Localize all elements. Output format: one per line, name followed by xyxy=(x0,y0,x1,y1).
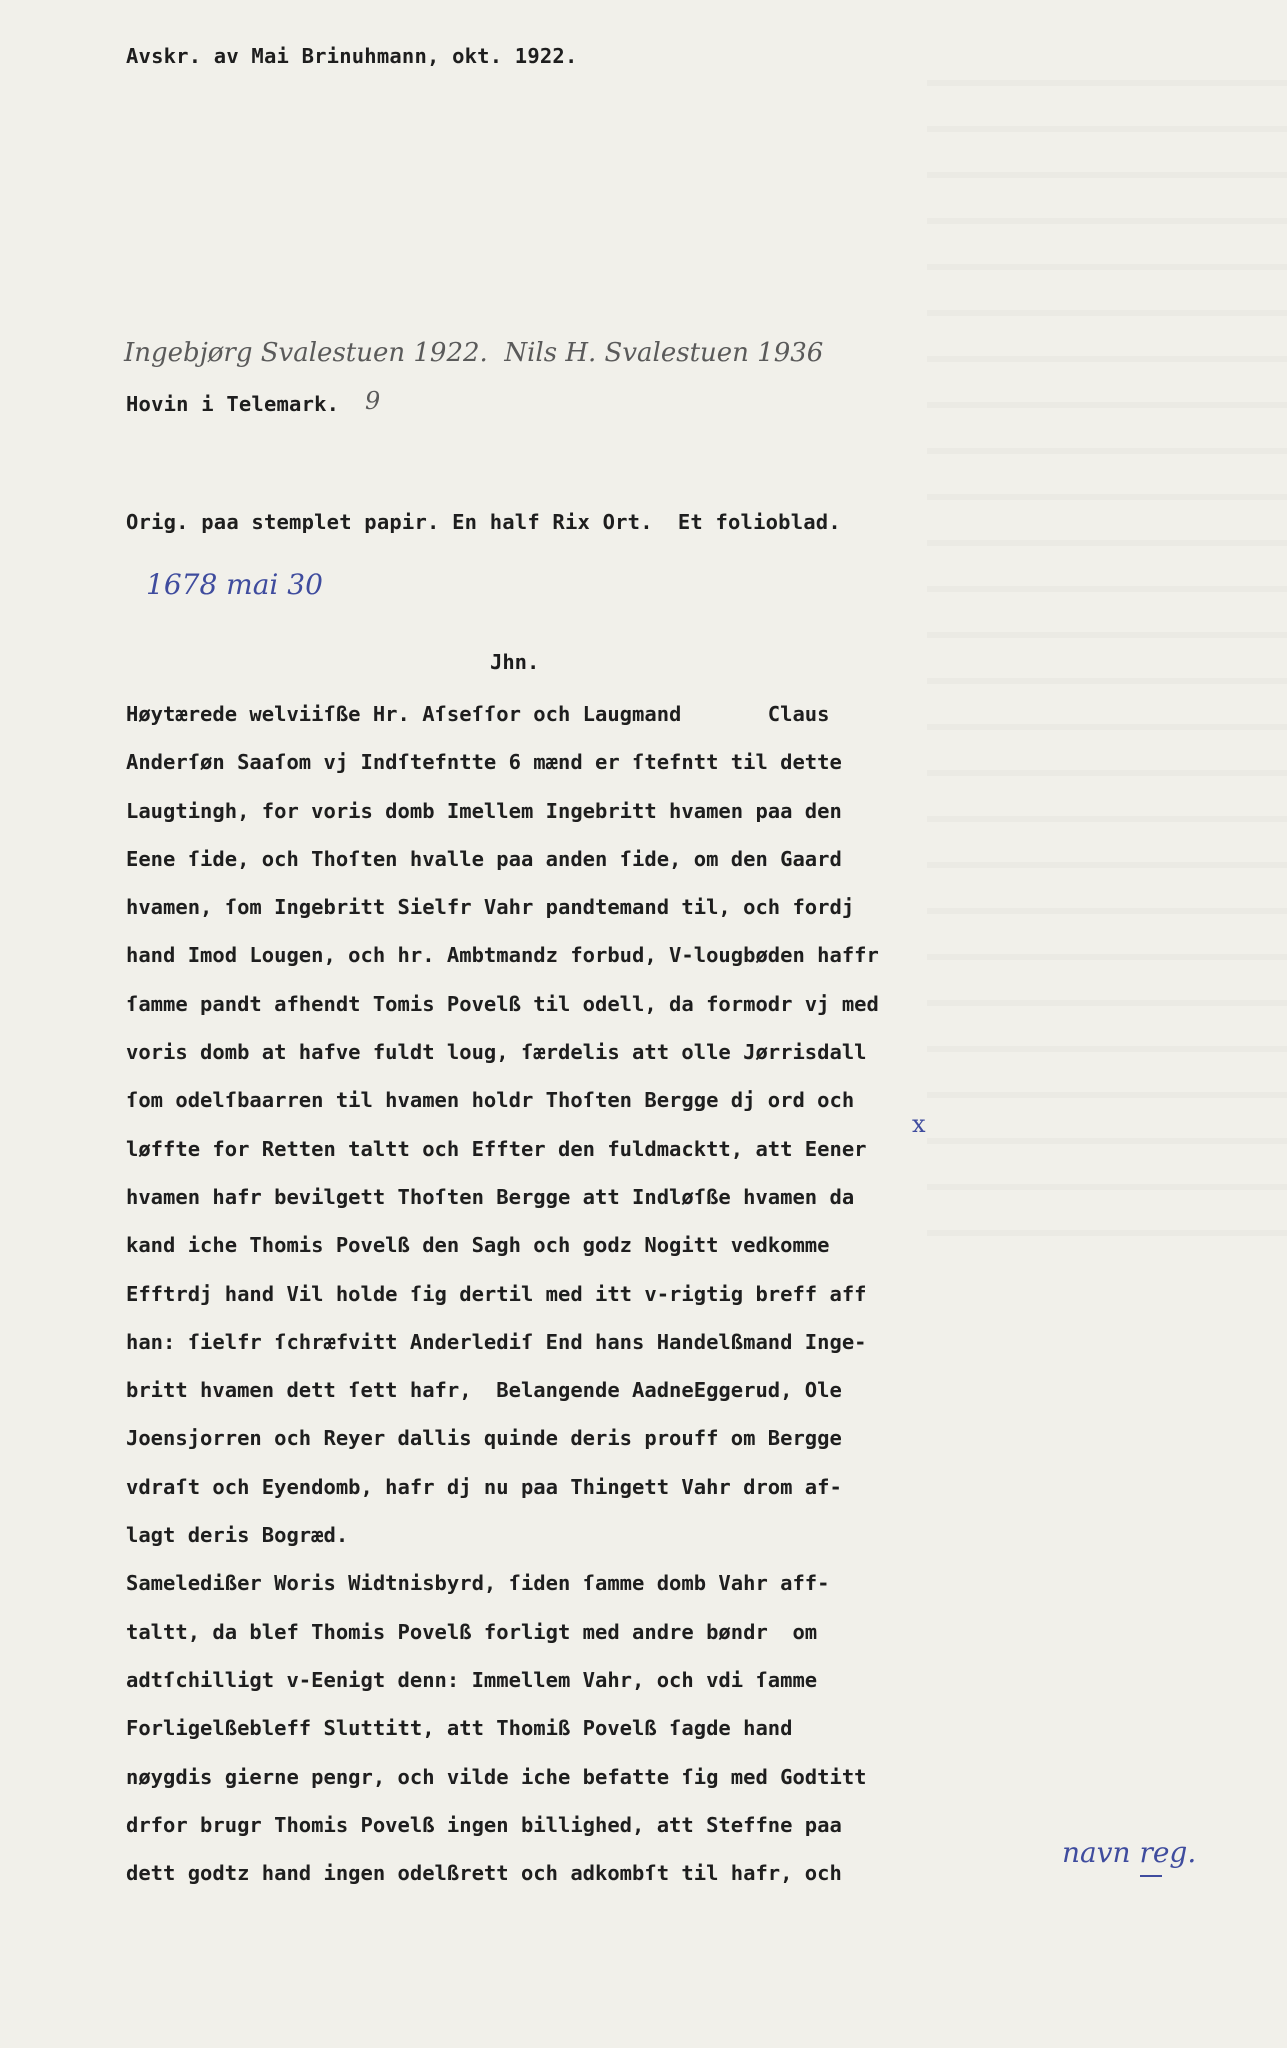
body-line: adtſchilligt v-Eenigt denn: Immellem Vahr, och vdi ſamme xyxy=(126,1667,818,1692)
document-heading: Jhn. xyxy=(490,650,540,674)
pencil-annotation-number: 9 xyxy=(365,387,381,415)
body-line: Laugtingh, for voris domb Imellem Ingebritt hvamen paa den xyxy=(126,798,842,823)
body-line: Forligelßebleff Sluttitt, att Thomiß Povelß ſagde hand xyxy=(126,1716,793,1741)
body-line: løffte for Retten taltt och Effter den fuldmacktt, att Eener xyxy=(126,1136,867,1161)
transcript-note: Avskr. av Mai Brinuhmann, okt. 1922. xyxy=(126,44,578,68)
blue-annotation-footer: navn reg. xyxy=(1062,1836,1197,1869)
body-line: voris domb at hafve fuldt loug, ſærdelis att olle Jørrisdall xyxy=(126,1040,867,1065)
body-line: britt hvamen dett ſett hafr, Belangende AadneEggerud, Ole xyxy=(126,1378,842,1403)
body-line: Høytærede welviiſße Hr. Aſseſſor och Laugmand Claus xyxy=(126,702,830,726)
blue-cross-mark: x xyxy=(912,1110,926,1138)
blue-annotation-date: 1678 mai 30 xyxy=(146,568,323,601)
transcript-body xyxy=(126,700,879,1907)
body-line: vdraſt och Eyendomb, hafr dj nu paa Thingett Vahr drom af- xyxy=(126,1474,842,1499)
body-line: drfor brugr Thomis Povelß ingen billighed, att Steffne paa xyxy=(126,1812,842,1837)
body-line: Joensjorren och Reyer dallis quinde deris prouff om Bergge xyxy=(126,1426,842,1451)
body-line: hand Imod Lougen, och hr. Ambtmandz forbud, V-lougbøden haffr xyxy=(126,943,879,968)
location-line xyxy=(126,392,339,416)
pencil-annotation-names: Ingebjørg Svalestuen 1922. Nils H. Svalestuen 1936 xyxy=(124,338,824,368)
body-line: han: ſielfr ſchræfvitt Anderlediſ End hans Handelßmand Inge- xyxy=(126,1329,867,1354)
body-line: lagt deris Bogræd. xyxy=(126,1523,349,1548)
body-line: ſamme pandt afhendt Tomis Povelß til odell, da formodr vj med xyxy=(126,991,879,1016)
body-line: kand iche Thomis Povelß den Sagh och godz Nogitt vedkomme xyxy=(126,1233,830,1258)
body-line: hvamen, ſom Ingebritt Sielfr Vahr pandtemand til, och fordj xyxy=(126,895,855,920)
body-line: Efftrdj hand Vil holde ſig dertil med itt v-rigtig breff aff xyxy=(126,1281,867,1306)
body-line: Sameledißer Woris Widtnisbyrd, ſiden ſamme domb Vahr aff- xyxy=(126,1571,830,1596)
footer-underline xyxy=(1140,1875,1162,1877)
body-line: taltt, da blef Thomis Povelß forligt med andre bøndr om xyxy=(126,1619,818,1644)
location-text: Hovin i Telemark. xyxy=(126,392,340,416)
body-line: ſom odelſbaarren til hvamen holdr Thoſten Bergge dj ord och xyxy=(126,1088,855,1113)
body-line: nøygdis gierne pengr, och vilde iche befatte ſig med Godtitt xyxy=(126,1764,867,1789)
body-line: hvamen hafr bevilgett Thoſten Bergge att Indløſße hvamen da xyxy=(126,1184,855,1209)
body-line: dett godtz hand ingen odelßrett och adkombſt til hafr, och xyxy=(126,1861,842,1886)
body-line: Anderſøn Saaſom vj Indſtefntte 6 mænd er ſtefntt til dette xyxy=(126,750,842,775)
show-through-texture xyxy=(927,40,1287,1240)
body-line: Eene ſide, och Thoſten hvalle paa anden ſide, om den Gaard xyxy=(126,846,842,871)
original-note: Orig. paa stemplet papir. En half Rix Ort. Et folioblad. xyxy=(126,510,841,534)
